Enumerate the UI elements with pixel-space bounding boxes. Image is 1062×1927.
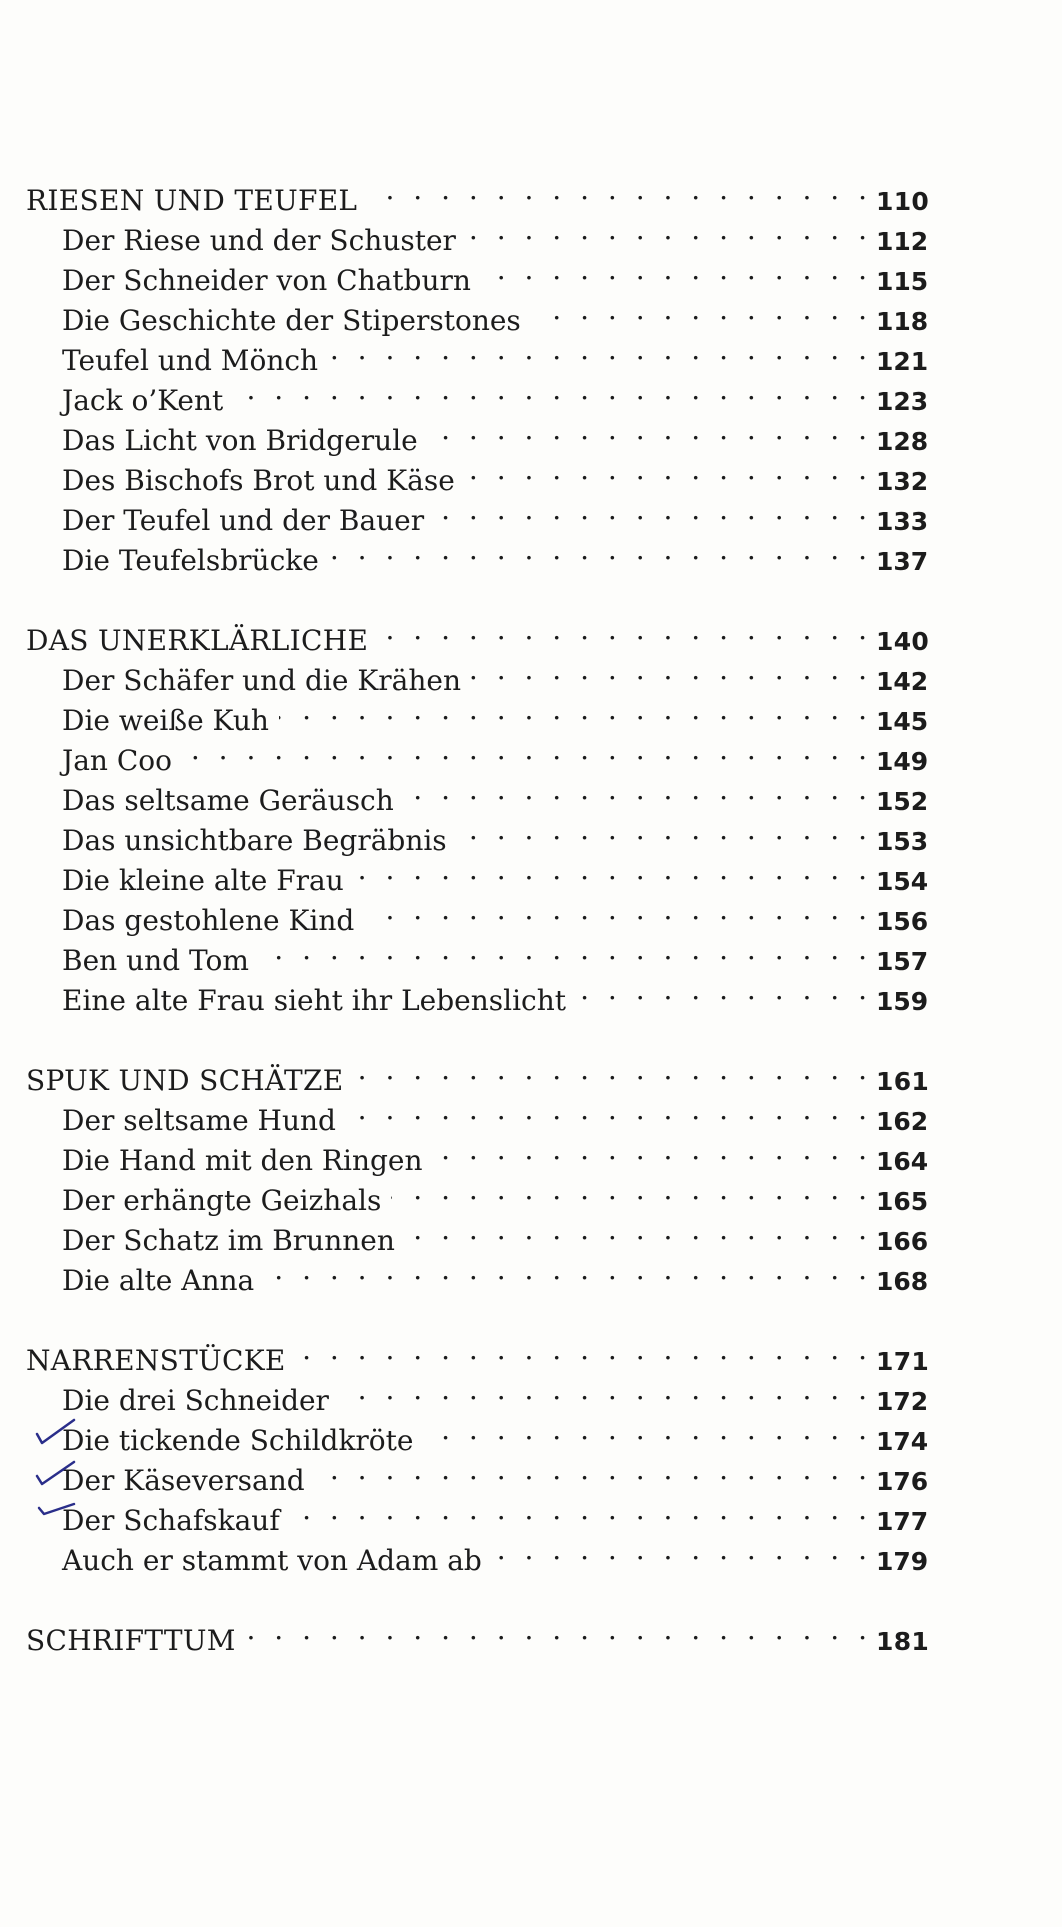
entry-title: Der Schäfer und die Krähen xyxy=(62,664,461,697)
dot-leader xyxy=(328,330,872,370)
entry-title: Die weiße Kuh xyxy=(62,704,269,737)
toc-entry xyxy=(26,370,929,417)
dot-leader xyxy=(259,930,872,970)
entry-title: Die alte Anna xyxy=(62,1264,255,1297)
entry-title: Das gestohlene Kind xyxy=(62,904,355,937)
section-heading: NARRENSTÜCKE xyxy=(26,1344,286,1377)
dot-leader xyxy=(290,1490,872,1530)
section-heading: DAS UNERKLÄRLICHE xyxy=(26,624,369,657)
dot-leader xyxy=(424,1410,873,1450)
page-number: 165 xyxy=(876,1187,929,1216)
page-number: 149 xyxy=(876,747,929,776)
toc-entry xyxy=(26,1410,929,1457)
dot-leader xyxy=(329,530,872,570)
entry-title: Der seltsame Hund xyxy=(62,1104,336,1137)
page-number: 177 xyxy=(876,1507,929,1536)
dot-leader xyxy=(339,1370,872,1410)
dot-leader xyxy=(531,290,872,330)
dot-leader xyxy=(481,250,872,290)
toc-entry xyxy=(26,490,929,537)
entry-title: Auch er stammt von Adam ab xyxy=(62,1544,482,1577)
section-heading-row xyxy=(26,610,930,657)
dot-leader xyxy=(434,490,872,530)
entry-title: Die Hand mit den Ringen xyxy=(62,1144,423,1177)
entry-title: Ben und Tom xyxy=(62,944,249,977)
toc-section xyxy=(26,1330,930,1577)
entry-title: Die Teufelsbrücke xyxy=(62,544,319,577)
table-of-contents xyxy=(26,170,928,1690)
toc-entry xyxy=(26,1130,929,1177)
toc-entry xyxy=(26,250,929,297)
dot-leader xyxy=(346,1090,872,1130)
page-number: 172 xyxy=(876,1387,929,1416)
entry-title: Der Schneider von Chatburn xyxy=(62,264,471,297)
toc-entry xyxy=(26,890,929,937)
toc-section xyxy=(26,610,930,1017)
toc-entry xyxy=(26,1090,929,1137)
page-number: 142 xyxy=(876,667,929,696)
toc-entry xyxy=(26,850,929,897)
dot-leader xyxy=(433,1130,872,1170)
dot-leader xyxy=(246,1610,872,1650)
toc-entry xyxy=(26,1530,929,1577)
page-number: 132 xyxy=(876,467,929,496)
dot-leader xyxy=(576,970,872,1010)
dot-leader xyxy=(457,810,872,850)
dot-leader xyxy=(378,610,872,650)
dot-leader xyxy=(428,410,872,450)
page-number: 157 xyxy=(876,947,929,976)
page-number: 152 xyxy=(876,787,929,816)
page-number: 164 xyxy=(876,1147,929,1176)
dot-leader xyxy=(492,1530,872,1570)
page-number: 161 xyxy=(876,1067,930,1096)
dot-leader xyxy=(353,1050,872,1090)
page-number: 123 xyxy=(876,387,929,416)
toc-entry xyxy=(26,930,929,977)
page-number: 121 xyxy=(876,347,929,376)
page-number: 112 xyxy=(876,227,929,256)
toc-entry xyxy=(26,810,929,857)
toc-entry xyxy=(26,770,929,817)
entry-title: Teufel und Mönch xyxy=(62,344,319,377)
page-number: 179 xyxy=(876,1547,929,1576)
dot-leader xyxy=(354,850,872,890)
entry-title: Die tickende Schildkröte xyxy=(62,1424,414,1457)
page-number: 118 xyxy=(876,307,929,336)
entry-title: Der erhängte Geizhals xyxy=(62,1184,382,1217)
dot-leader xyxy=(296,1330,872,1370)
entry-title: Der Schafskauf xyxy=(62,1504,280,1537)
page-number: 145 xyxy=(876,707,929,736)
entry-title: Jack o’Kent xyxy=(62,384,224,417)
entry-title: Das Licht von Bridgerule xyxy=(62,424,418,457)
dot-leader xyxy=(233,370,872,410)
page-number: 166 xyxy=(876,1227,929,1256)
dot-leader xyxy=(466,210,872,250)
dot-leader xyxy=(471,650,872,690)
toc-entry xyxy=(26,210,929,257)
dot-leader xyxy=(405,1210,872,1250)
toc-section xyxy=(26,170,930,577)
page-number: 153 xyxy=(876,827,929,856)
entry-title: Der Käseversand xyxy=(62,1464,305,1497)
section-heading: SPUK UND SCHÄTZE xyxy=(26,1064,344,1097)
toc-entry xyxy=(26,690,929,737)
section-heading-row xyxy=(26,1050,930,1097)
toc-entry xyxy=(26,1170,929,1217)
entry-title: Der Schatz im Brunnen xyxy=(62,1224,395,1257)
section-heading: RIESEN UND TEUFEL xyxy=(26,184,358,217)
toc-entry xyxy=(26,410,929,457)
dot-leader xyxy=(465,450,872,490)
toc-section xyxy=(26,1050,930,1297)
toc-entry xyxy=(26,290,929,337)
dot-leader xyxy=(367,170,872,210)
dot-leader xyxy=(391,1170,872,1210)
page-number: 115 xyxy=(876,267,929,296)
page-number: 156 xyxy=(876,907,929,936)
dot-leader xyxy=(264,1250,872,1290)
toc-entry xyxy=(26,1370,929,1417)
entry-title: Die drei Schneider xyxy=(62,1384,329,1417)
page-number: 168 xyxy=(876,1267,929,1296)
toc-entry xyxy=(26,1490,929,1537)
entry-title: Der Teufel und der Bauer xyxy=(62,504,425,537)
section-heading: SCHRIFTTUM xyxy=(26,1624,236,1657)
entry-title: Das seltsame Geräusch xyxy=(62,784,394,817)
dot-leader xyxy=(182,730,872,770)
toc-entry xyxy=(26,1450,929,1497)
toc-entry xyxy=(26,330,929,377)
entry-title: Das unsichtbare Begräbnis xyxy=(62,824,447,857)
dot-leader xyxy=(364,890,872,930)
toc-entry xyxy=(26,530,929,577)
entry-title: Die kleine alte Frau xyxy=(62,864,344,897)
dot-leader xyxy=(315,1450,872,1490)
entry-title: Eine alte Frau sieht ihr Lebenslicht xyxy=(62,984,566,1017)
page-number: 162 xyxy=(876,1107,929,1136)
toc-entry xyxy=(26,970,929,1017)
toc-entry xyxy=(26,730,929,777)
page-number: 159 xyxy=(876,987,929,1016)
entry-title: Jan Coo xyxy=(62,744,172,777)
toc-entry xyxy=(26,650,929,697)
page-number: 110 xyxy=(876,187,930,216)
toc-entry xyxy=(26,1250,929,1297)
section-heading-row xyxy=(26,170,930,217)
section-heading-row xyxy=(26,1330,930,1377)
entry-title: Des Bischofs Brot und Käse xyxy=(62,464,455,497)
dot-leader xyxy=(279,690,872,730)
page-number: 140 xyxy=(876,627,930,656)
page-number: 137 xyxy=(876,547,929,576)
toc-entry xyxy=(26,1210,929,1257)
entry-title: Der Riese und der Schuster xyxy=(62,224,456,257)
toc-section xyxy=(26,1610,930,1657)
toc-entry xyxy=(26,450,929,497)
page-number: 171 xyxy=(876,1347,930,1376)
entry-title: Die Geschichte der Stiperstones xyxy=(62,304,521,337)
page-number: 154 xyxy=(876,867,929,896)
section-heading-row xyxy=(26,1610,930,1657)
page-number: 181 xyxy=(876,1627,930,1656)
page-number: 128 xyxy=(876,427,929,456)
page-number: 176 xyxy=(876,1467,929,1496)
page-number: 174 xyxy=(876,1427,929,1456)
dot-leader xyxy=(404,770,872,810)
page-number: 133 xyxy=(876,507,929,536)
